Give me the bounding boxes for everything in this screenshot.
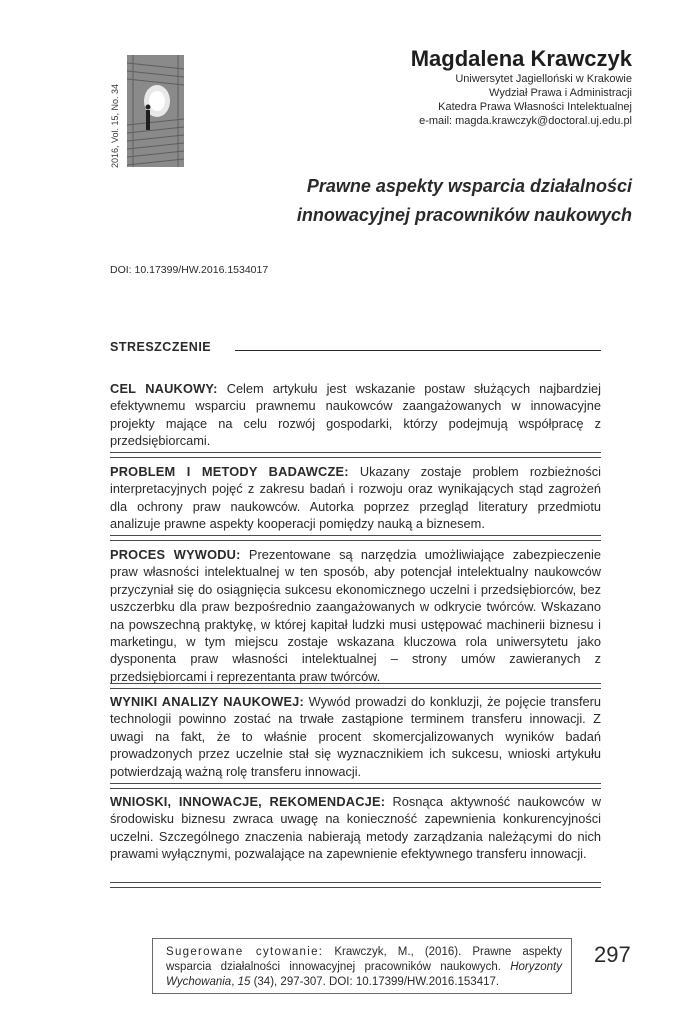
heading-rule bbox=[235, 350, 601, 351]
section-wyniki-analizy bbox=[110, 693, 601, 780]
section-proces-wywodu bbox=[110, 546, 601, 685]
section-text: Wywód prowadzi do konkluzji, że pojęcie transferu technologii powinno zostać na trwałe zastąpione terminem transferu innowacji. Z uwagi na fakt, że to właśnie procent skomercjalizowanych wyników badań prowadzonych przez uczelnie stał się wyznacznikiem ich sukcesu, wnioski artykułu potwierdzają ważną rolę transferu innowacji. bbox=[110, 694, 601, 779]
abstract-heading bbox=[110, 338, 601, 354]
section-lead: WNIOSKI, INNOWACJE, REKOMENDACJE: bbox=[110, 794, 386, 809]
journal-volume-vertical: 2016, Vol. 15, No. 34 bbox=[110, 83, 120, 168]
section-problem-metody bbox=[110, 463, 601, 533]
section-text: Rosnąca aktywność naukowców w środowisku biznesu zwraca uwagę na konieczność zapewnienia konkurencyjności uczelni. Szczególnego znaczenia nabierają metody zarządzania należącymi do nich prawami wyłącznymi, pozwalające na zapewnienie efektywnego transferu innowacji. bbox=[110, 794, 601, 862]
section-lead: PROCES WYWODU: bbox=[110, 547, 241, 562]
page-number: 297 bbox=[594, 942, 631, 967]
affiliation-department: Katedra Prawa Własności Intelektualnej bbox=[438, 101, 632, 113]
suggested-citation bbox=[166, 945, 562, 990]
article-title bbox=[212, 172, 632, 230]
citation-volume: 15 bbox=[237, 976, 251, 988]
section-lead: CEL NAUKOWY: bbox=[110, 381, 218, 396]
affiliation-faculty: Wydział Prawa i Administracji bbox=[489, 87, 632, 99]
section-lead: WYNIKI ANALIZY NAUKOWEJ: bbox=[110, 694, 304, 709]
doi: DOI: 10.17399/HW.2016.1534017 bbox=[110, 264, 269, 276]
section-lead: PROBLEM I METODY BADAWCZE: bbox=[110, 464, 349, 479]
section-wnioski bbox=[110, 793, 601, 863]
citation-journal: Horyzonty Wychowania bbox=[166, 961, 562, 988]
section-cel-naukowy bbox=[110, 380, 601, 450]
affiliation-university: Uniwersytet Jagielloński w Krakowie bbox=[455, 73, 632, 85]
title-line: Prawne aspekty wsparcia działalności bbox=[306, 176, 632, 196]
citation-label: Sugerowane cytowanie: bbox=[166, 946, 324, 958]
section-text: Ukazany zostaje problem rozbieżności interpretacyjnych pojęć z zakresu badań i rozwoju oraz wynikających stąd zagrożeń dla ochrony praw naukowców. Autorka poprzez przegląd literatury przedmiotu analizuje prawne aspekty kooperacji pomiędzy nauką a biznesem. bbox=[110, 464, 601, 532]
author-email: e-mail: magda.krawczyk@doctoral.uj.edu.pl bbox=[419, 115, 632, 127]
citation-part: Krawczyk, M., (2016). Prawne aspekty wsparcia działalności innowacyjnej pracowników naukowych. bbox=[166, 946, 563, 973]
section-divider bbox=[110, 683, 601, 689]
journal-cover-image bbox=[127, 55, 184, 167]
author-block bbox=[411, 46, 632, 128]
abstract-heading-label: STRESZCZENIE bbox=[110, 340, 212, 354]
author-name: Magdalena Krawczyk bbox=[410, 46, 632, 71]
title-line: innowacyjnej pracowników naukowych bbox=[296, 205, 632, 225]
section-divider bbox=[110, 783, 601, 789]
section-text: Celem artykułu jest wskazanie postaw służących najbardziej efektywnemu wsparciu prawnemu naukowców zaangażowanych w innowacyjne projekty mające na celu rozwój gospodarki, którzy podejmują współpracę z przedsiębiorcami. bbox=[110, 381, 602, 449]
section-divider bbox=[110, 535, 601, 541]
section-divider bbox=[110, 882, 601, 888]
citation-part: (34), 297-307. DOI: 10.17399/HW.2016.153417. bbox=[250, 976, 500, 988]
citation-part: , bbox=[231, 976, 238, 988]
section-text: Prezentowane są narzędzia umożliwiające zabezpieczenie praw własności intelektualnej w ten sposób, aby potencjał intelektualny naukowców przyczyniał się do osiągnięcia sukcesu ekonomicznego uczelni i przedsiębiorców, bez uszczerbku dla praw bezpośrednio zaangażowanych w odkrycie twórców. Wskazano na powszechną praktykę, w której kapitał ludzki musi ustępować machinerii biznesu i marketingu, w tym miejscu zostaje wskazana kluczowa rola uniwersytetu jako dysponenta praw własności intelektualnej – strony umów zawieranych z przedsiębiorcami i reprezentanta praw twórców. bbox=[110, 547, 601, 684]
section-divider bbox=[110, 452, 601, 458]
